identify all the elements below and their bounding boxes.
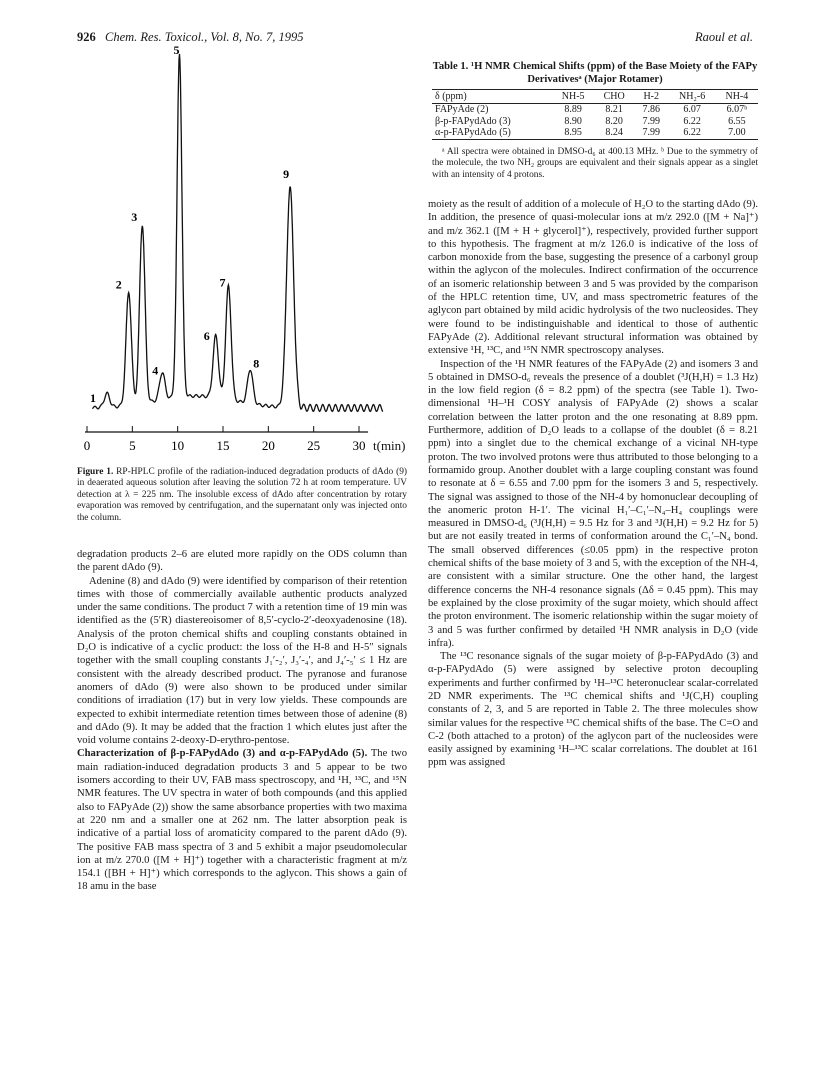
table-cell: 7.99 [634,127,668,139]
right-paragraph-2: Inspection of the ¹H NMR features of the FAPyAde (2) and isomers 3 and 5 obtained in DMSO-d₆ reveals the presence of a doublet (³J(H,H) = 1.3 Hz) in the low field region (δ = 8.2 ppm) of the spectra (see Table 1). Two-dimensional ¹H–¹H COSY analysis of FAPyAde (2) shows a scalar correlation between the latter proton and the one resonating at 8.89 ppm. Furthermore, addition of D₂O leads to a collapse of the doublet (δ = 8.21 ppm) into a singlet due to the chemical exchange of a vicinal NH-type proton. The two involved protons were thus attributed to those belonging to a formamido group. Another doublet with a large coupling constant was found to resonate at δ = 6.55 and 7.00 ppm for the isomers 3 and 5, respectively. The signal was assigned to those of the NH-4 by homonuclear decoupling of the anomeric proton H-1′. The vicinal H₁′–C₁′–N₄–H₄ couplings were measured in DMSO-d₆ (³J(H,H) = 9.5 Hz for 3 and ³J(H,H) = 9.2 Hz for 5) but are not easily treated in terms of conformation around the C₁′–N₄ bond. The small observed differences (≤0.05 ppm) in the respective proton chemical shifts of the base moiety of 3 and 5, with the exception of the NH-4, are consistent with a similar structure. One the other hand, the largest difference concerns the NH-4 resonance signals (Δδ = 0.45 ppm). This may be explained by the close proximity of the sugar moiety, which should affect the proton environment. The isomeric relationship within the sugar moiety of 3 and 5 was further confirmed by detailed ¹H NMR analysis in D₂O (vide infra). [428,358,758,649]
left-paragraph-1: degradation products 2–6 are eluted more rapidly on the ODS column than the parent dAdo (9). [77,549,407,574]
table-cell: 8.20 [605,115,623,127]
column-header: CHO [594,90,634,104]
table-cell: 8.90 [564,115,582,127]
table-row [432,116,758,128]
page-number: 926 [77,30,96,44]
figure-caption [77,467,407,524]
table-cell: 8.24 [594,127,634,139]
table-cell: 8.95 [552,127,594,139]
table-cell: FAPyAde (2) [435,104,489,115]
peak-label: 9 [283,166,290,181]
left-paragraph-2: Adenine (8) and dAdo (9) were identified by comparison of their retention times with those of commercially available authentic products analyzed under the same conditions. The product 7 with a retention time of 19 min was identified as the (5′R) diastereoisomer of 8,5′-cyclo-2′-deoxyadenosine (18). Analysis of the proton chemical shifts and coupling constants obtained in D₂O is indicative of a cyclic product: the loss of the H-8 and H-5″ signals together with the small coupling constants J₁′-₂′, J₃′-₄′, and J₄′-₅′ ≤ 1 Hz are consistent with the already described product. The pyranose and furanose anomers of dAdo (9) were also shown to be produced under similar conditions of irradiation (17) but in very low yields. These compounds are expected to exhibit intermediate retention times between those of adenine (8) and dAdo (9). It may be added that the fraction 1 which elutes just after the void volume contains 2-deoxy-D-erythro-pentose. [77,575,407,747]
x-tick-label: 5 [129,438,136,453]
table-cell: 6.22 [668,127,715,139]
table-cell: 6.07ᵇ [726,104,748,115]
journal-citation: Chem. Res. Toxicol., Vol. 8, No. 7, 1995 [105,30,304,44]
figure-caption-text: RP-HPLC profile of the radiation-induced degradation products of dAdo (9) in deaerated aqueous solution after leaving the solution 72 h at room temperature. UV detection at λ = 225 nm. The insoluble excess of dAdo after concentration by rotary evaporation was removed by centrifugation, and the supernatant only was injected onto the column. [77,467,408,523]
table-cell: 8.21 [605,104,623,115]
table-cell: 6.22 [683,115,701,127]
peak-label: 7 [219,275,226,290]
running-authors: Raoul et al. [695,30,753,44]
table-row [432,104,758,116]
table-cell: 6.07 [683,104,701,115]
table-title: Table 1. ¹H NMR Chemical Shifts (ppm) of the Base Moiety of the FAPy Derivativesᵃ (Major Rotamer) [432,61,758,85]
peak-label: 3 [131,210,138,225]
peak-label: 5 [173,43,180,57]
peak-label: 1 [89,391,96,406]
right-paragraph-3: The ¹³C resonance signals of the sugar moiety of β-p-FAPydAdo (3) and α-p-FAPydAdo (5) were assigned by selective proton decoupling experiments and further confirmed by ¹H–¹³C heteronuclear scalar-correlated 2D NMR experiments. The ¹³C chemical shifts and ¹J(C,H) coupling constants of 2, 3, and 5 are reported in Table 2. The three molecules show similar values for the respective ¹³C chemical shifts of the base. The C=O and C-2 (both attached to a proton) of the aglycon part of the nucleosides were easily assigned by examining ¹H–¹³C scalar correlations. The doublet at 161 ppm was assigned [428,651,758,769]
x-tick-label: 10 [171,438,185,453]
table-cell: 7.99 [642,115,660,127]
left-column [77,548,407,894]
table-cell: 7.86 [642,104,660,115]
x-axis-ticks [84,426,366,453]
x-tick-label: 25 [307,438,321,453]
nmr-shift-table [432,89,758,140]
x-tick-label: 15 [216,438,230,453]
right-column [428,198,758,770]
x-axis-unit-label: t(min) [373,438,406,453]
table-cell: 6.55 [728,115,746,127]
column-header: NH₂-6 [668,90,715,104]
left-paragraph-3-text: The two main radiation-induced degradation products 3 and 5 appear to be two isomers according to their UV, FAB mass spectroscopy, and ¹H, ¹³C, and ¹⁵N NMR features. The UV spectra in water of both compounds (and this applied also to FAPyAde (2)) show the same absorbance properties with two maxima at 220 nm and a smaller one at 262 nm. The latter absorption peak is indicative of a partial loss of aromaticity compared to the parent dAdo (9). The positive FAB mass spectra of 3 and 5 exhibit a major pseudomolecular ion at m/z 270.0 ([M + H]⁺) together with a characteristic fragment at m/z 154.1 ([BH + H]⁺) which corresponds to the aglycon. This shows a gain of 18 amu in the base [77,748,407,893]
table-cell: β-p-FAPydAdo (3) [435,115,511,127]
peak-label: 6 [203,329,210,344]
x-tick-label: 0 [83,438,91,453]
table-header-row [432,90,758,104]
column-header: NH-4 [716,90,758,104]
column-header: δ (ppm) [432,90,552,104]
figure-caption-label: Figure 1. [77,467,114,477]
hplc-chromatogram [77,43,417,466]
table-footnote: ᵃ All spectra were obtained in DMSO-d₆ at 400.13 MHz. ᵇ Due to the symmetry of the molecule, the two NH₂ groups are equivalent and their signals appear as a singlet with an intensity of 4 protons. [432,147,758,180]
column-header: H-2 [634,90,668,104]
chromatogram-trace [89,54,383,412]
x-tick-label: 20 [261,438,275,453]
column-header: NH-5 [552,90,594,104]
peak-label: 4 [152,363,159,378]
table-row [432,127,758,139]
right-paragraph-1: moiety as the result of addition of a molecule of H₂O to the starting dAdo (9). In addition, the presence of quasi-molecular ions at m/z 292.0 ([M + Na]⁺) and m/z 362.1 ([M + H + glycerol]⁺), respectively, provided further support to this hypothesis. The fragment at m/z 126.0 is indicative of the loss of carbon monoxide from the base, suggesting the presence of a carbonyl group within the aglycon of the molecules. Indirect confirmation of the occurrence of an isomeric relationship between 3 and 5 was provided by the comparison of the HPLC retention time, UV, and mass spectrometric features of the aglycon part obtained by mild acidic hydrolysis of the two nucleosides. They were found to be indistinguishable and identical to those of authentic FAPyAde (2). Additional relevant structural information was obtained by extensive ¹H, ¹³C, and ¹⁵N NMR spectroscopy analyses. [428,199,758,357]
table-cell: 7.00 [716,127,758,139]
section-heading: Characterization of β-p-FAPydAdo (3) and α-p-FAPydAdo (5). [77,748,368,760]
peak-label: 2 [115,277,122,292]
peak-labels [90,43,289,405]
table-cell: 8.89 [564,104,582,115]
peak-label: 8 [253,356,260,371]
x-tick-label: 30 [352,438,366,453]
table-cell: α-p-FAPydAdo (5) [432,127,552,139]
